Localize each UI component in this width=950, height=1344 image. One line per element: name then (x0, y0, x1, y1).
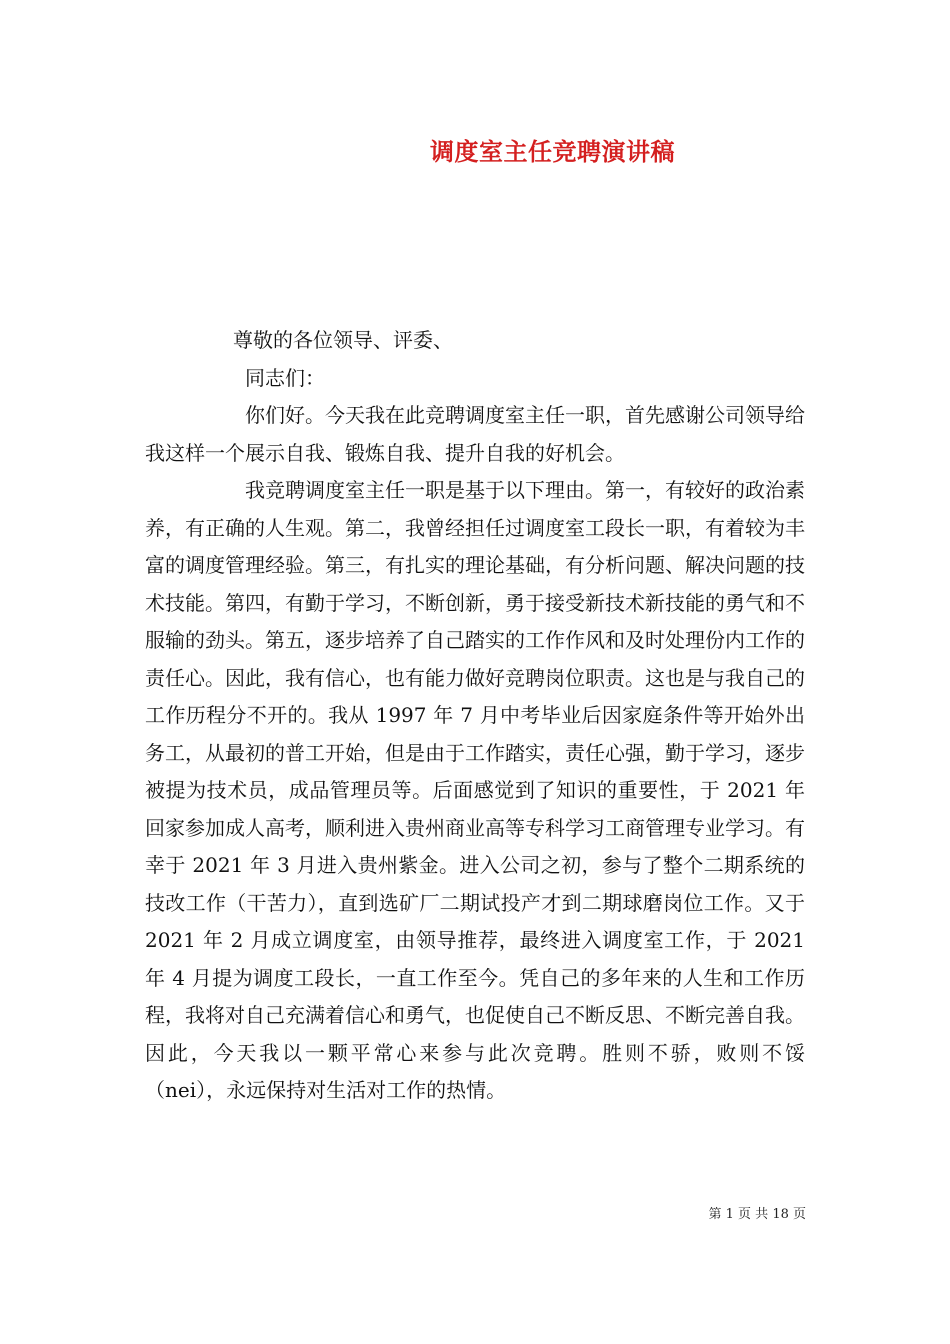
document-title: 调度室主任竞聘演讲稿 (430, 137, 675, 166)
page-number: 第 1 页 共 18 页 (708, 1207, 806, 1222)
paragraph-reasons: 我竞聘调度室主任一职是基于以下理由。第一，有较好的政治素养，有正确的人生观。第二，我曾经担任过调度室工段长一职，有着较为丰富的调度管理经验。第三，有扎实的理论基础，有分析问题、解决问题的技术技能。第四，有勤于学习，不断创新，勇于接受新技术新技能的勇气和不服输的劲头。第五，逐步培养了自己踏实的工作作风和及时处理份内工作的责任心。因此，我有信心，也有能力做好竞聘岗位职责。这也是与我自己的工作历程分不开的。我从 1997 年 7 月中考毕业后因家庭条件等开始外出务工，从最初的普工开始，但是由于工作踏实，责任心强，勤于学习，逐步被提为技术员，成品管理员等。后面感觉到了知识的重要性，于 2021 年回家参加成人高考，顺利进入贵州商业高等专科学习工商管理专业学习。有幸于 2021 年 3 月进入贵州紫金。进入公司之初，参与了整个二期系统的技改工作（干苦力），直到选矿厂二期试投产才到二期球磨岗位工作。又于 2021 年 2 月成立调度室，由领导推荐，最终进入调度室工作，于 2021 年 4 月提为调度工段长，一直工作至今。凭自己的多年来的人生和工作历程，我将对自己充满着信心和勇气，也促使自己不断反思、不断完善自我。因此，今天我以一颗平常心来参与此次竞聘。胜则不骄，败则不馁（nei），永远保持对生活对工作的热情。 (145, 478, 805, 1102)
document-body (145, 322, 805, 1110)
salutation-line-1: 尊敬的各位领导、评委、 (233, 328, 453, 352)
salutation-line-2: 同志们： (245, 365, 325, 390)
paragraph-greeting: 你们好。今天我在此竞聘调度室主任一职，首先感谢公司领导给我这样一个展示自我、锻炼自我、提升自我的好机会。 (145, 403, 805, 465)
